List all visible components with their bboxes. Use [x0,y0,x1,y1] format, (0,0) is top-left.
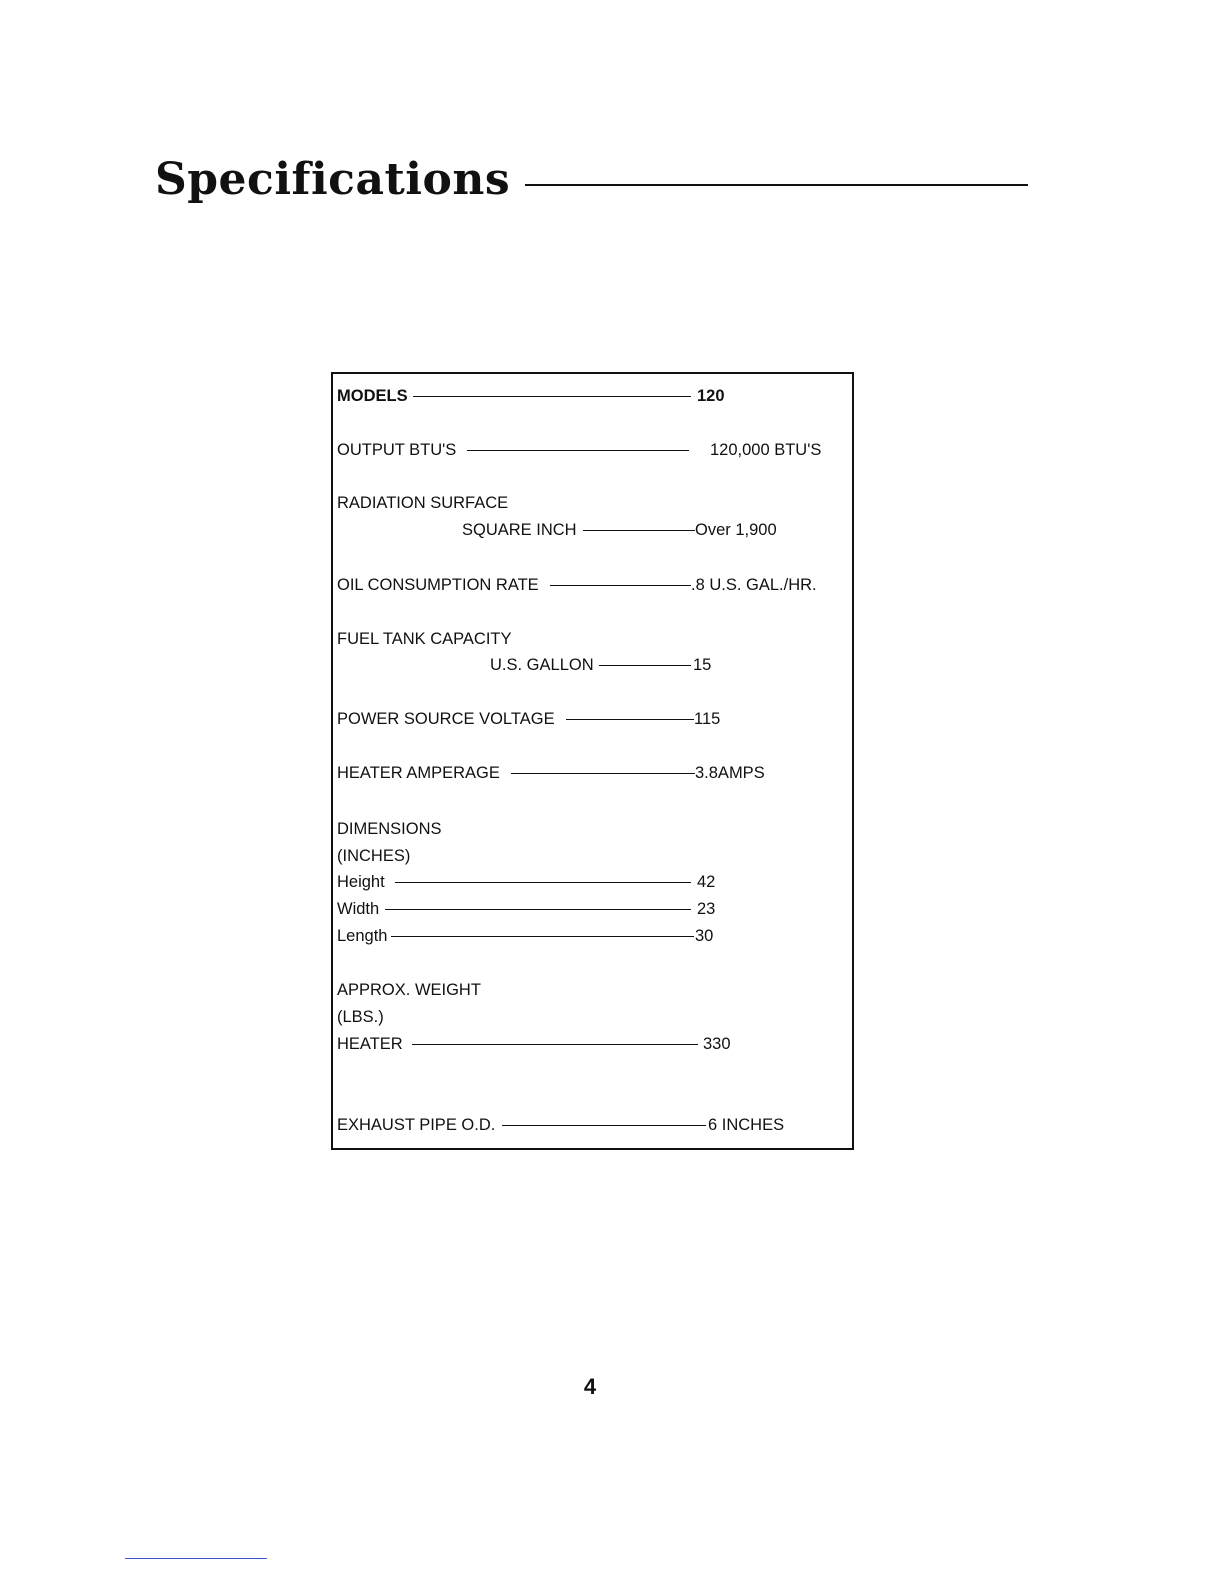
leader-line [391,936,694,937]
leader-line [412,1044,698,1045]
amperage-label: HEATER AMPERAGE [337,764,500,782]
leader-line [385,909,691,910]
exhaust-value: 6 INCHES [708,1116,785,1134]
radiation-value: Over 1,900 [695,521,777,539]
leader-line [550,585,691,586]
radiation-label: SQUARE INCH [462,521,577,539]
models-label: MODELS [337,387,408,405]
leader-line [511,773,695,774]
output-label: OUTPUT BTU'S [337,441,457,459]
leader-line [467,450,689,451]
leader-line [502,1125,706,1126]
leader-line [566,719,694,720]
width-label: Width [337,900,380,918]
leader-line [599,665,691,666]
amperage-value: 3.8AMPS [695,764,765,782]
fuel-value: 15 [693,656,712,674]
leader-line [395,882,691,883]
radiation-heading: RADIATION SURFACE [337,494,509,512]
oil-label: OIL CONSUMPTION RATE [337,576,539,594]
height-label: Height [337,873,385,891]
title-rule [525,184,1028,186]
specifications-box [331,372,854,1150]
fuel-heading: FUEL TANK CAPACITY [337,630,512,648]
output-value: 120,000 BTU'S [710,441,822,459]
weight-heading: APPROX. WEIGHT [337,981,481,999]
models-value: 120 [697,387,725,405]
voltage-value: 115 [694,710,721,728]
weight-label: HEATER [337,1035,403,1053]
width-value: 23 [697,900,716,918]
page-title: Specifications [155,154,511,205]
leader-line [413,396,691,397]
height-value: 42 [697,873,716,891]
footer-rule [125,1558,267,1559]
length-label: Length [337,927,388,945]
dimensions-unit: (INCHES) [337,847,411,865]
oil-value: .8 U.S. GAL./HR. [691,576,817,594]
weight-unit: (LBS.) [337,1008,384,1026]
weight-value: 330 [703,1035,731,1053]
dimensions-heading: DIMENSIONS [337,820,442,838]
exhaust-label: EXHAUST PIPE O.D. [337,1116,496,1134]
leader-line [583,530,695,531]
length-value: 30 [695,927,714,945]
page-number: 4 [583,1374,597,1399]
voltage-label: POWER SOURCE VOLTAGE [337,710,555,728]
fuel-label: U.S. GALLON [490,656,594,674]
